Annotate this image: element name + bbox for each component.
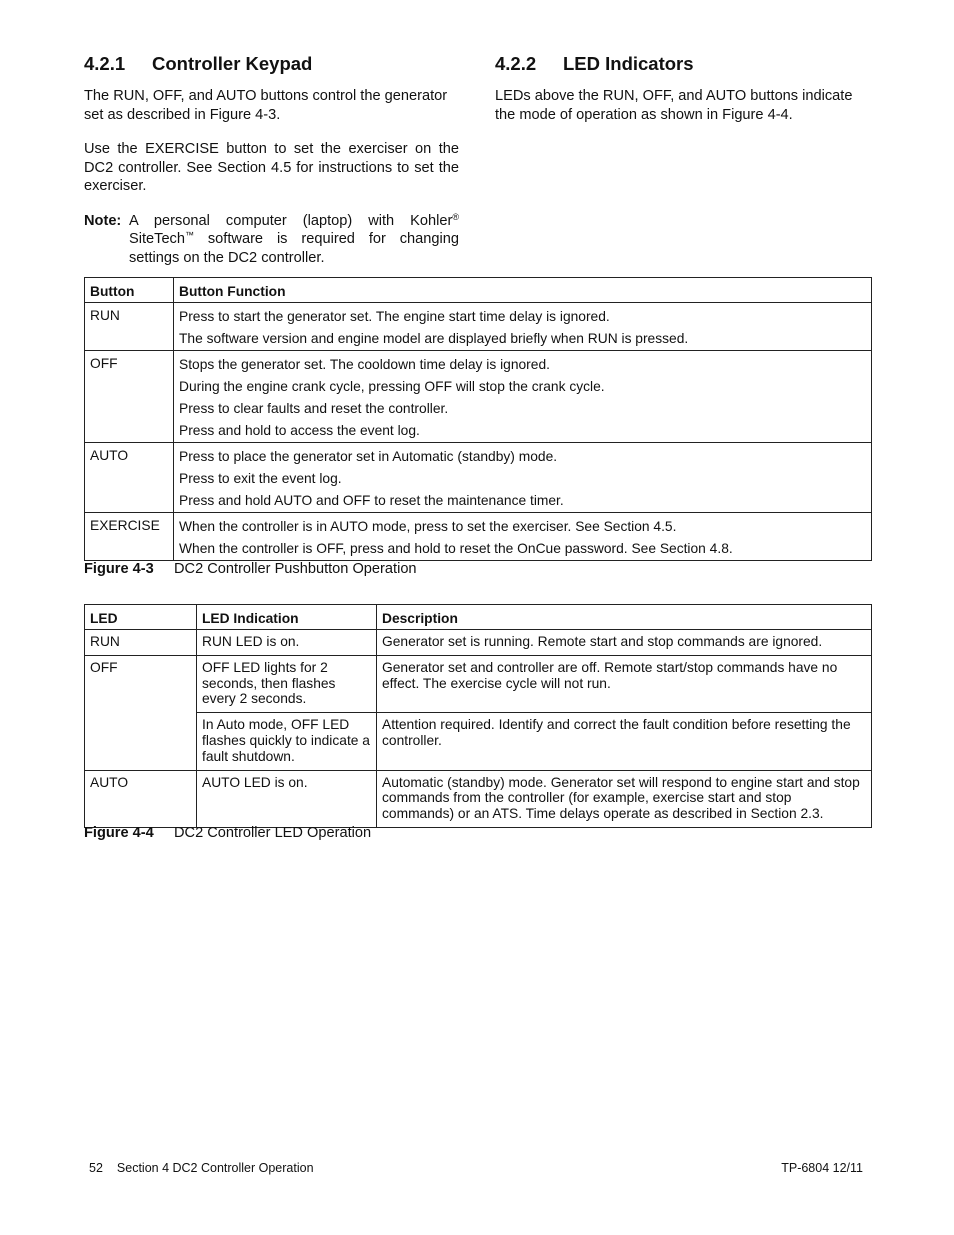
section-title: Controller Keypad: [152, 53, 313, 74]
button-function-cell: [174, 303, 872, 351]
footer-section: Section 4 DC2 Controller Operation: [116, 1161, 314, 1175]
section-number: 4.2.1: [84, 53, 126, 74]
table-row: [85, 630, 872, 656]
function-line: When the controller is in AUTO mode, press to set the exerciser. See Section 4.5.: [179, 519, 677, 534]
column-header: Button: [85, 278, 174, 303]
table-header-row: [85, 278, 872, 303]
footer-doc-id: TP-6804 12/11: [781, 1161, 863, 1175]
function-line: When the controller is OFF, press and hold to reset the OnCue password. See Section 4.8.: [179, 541, 733, 556]
led-table: [84, 604, 872, 828]
pushbutton-table: [84, 277, 872, 561]
function-line: The software version and engine model are displayed briefly when RUN is pressed.: [179, 331, 689, 346]
led-indication-cell: In Auto mode, OFF LED flashes quickly to indicate a fault shutdown.: [197, 713, 377, 770]
table-row: [85, 351, 872, 443]
led-table-body: [85, 630, 872, 828]
button-function-cell: [174, 513, 872, 561]
left-column: [84, 87, 459, 267]
led-paragraph-1: LEDs above the RUN, OFF, and AUTO buttons indicate the mode of operation as shown in Figure 4-4.: [495, 88, 853, 123]
section-heading-controller-keypad: [84, 52, 312, 76]
led-description-cell: Generator set and controller are off. Remote start/stop commands have no effect. The exercise cycle will not run.: [377, 655, 872, 712]
column-header: Description: [377, 605, 872, 630]
table-row: [85, 303, 872, 351]
section-heading-led-indicators: [495, 52, 694, 76]
column-header: LED Indication: [197, 605, 377, 630]
figure-title: DC2 Controller Pushbutton Operation: [174, 561, 417, 577]
function-line: Press to start the generator set. The engine start time delay is ignored.: [179, 309, 610, 324]
table-row: [85, 513, 872, 561]
footer-left: [89, 1161, 314, 1175]
keypad-paragraph-2: Use the EXERCISE button to set the exerciser on the DC2 controller. See Section 4.5 for instructions to set the exerciser.: [84, 141, 459, 194]
button-function-cell: [174, 443, 872, 513]
figure-caption-4-4: [84, 825, 371, 841]
led-indication-cell: OFF LED lights for 2 seconds, then flashes every 2 seconds.: [197, 655, 377, 712]
figure-label: Figure 4-4: [84, 825, 154, 841]
page-number: 52: [89, 1161, 103, 1175]
function-line: Press to exit the event log.: [179, 471, 342, 486]
button-function-cell: [174, 351, 872, 443]
table-row: [85, 713, 872, 770]
function-line: Press and hold AUTO and OFF to reset the maintenance timer.: [179, 493, 564, 508]
led-description-cell: Attention required. Identify and correct the fault condition before resetting the controller.: [377, 713, 872, 770]
note-block: [84, 212, 459, 268]
led-name-cell: RUN: [85, 630, 197, 656]
table-row: [85, 655, 872, 712]
button-name-cell: AUTO: [85, 443, 174, 513]
led-name-cell: AUTO: [85, 770, 197, 827]
button-name-cell: EXERCISE: [85, 513, 174, 561]
function-line: Press to place the generator set in Automatic (standby) mode.: [179, 449, 558, 464]
function-line: Stops the generator set. The cooldown time delay is ignored.: [179, 357, 550, 372]
note-text: A personal computer (laptop) with Kohler® SiteTech™ software is required for changing settings on the DC2 controller.: [129, 211, 459, 266]
button-name-cell: RUN: [85, 303, 174, 351]
table-row: [85, 770, 872, 827]
column-header: Button Function: [174, 278, 872, 303]
column-header: LED: [85, 605, 197, 630]
led-indication-cell: RUN LED is on.: [197, 630, 377, 656]
figure-title: DC2 Controller LED Operation: [174, 825, 372, 841]
led-indication-cell: AUTO LED is on.: [197, 770, 377, 827]
button-name-cell: OFF: [85, 351, 174, 443]
led-description-cell: Generator set is running. Remote start and stop commands are ignored.: [377, 630, 872, 656]
right-column: [495, 87, 870, 124]
led-description-cell: Automatic (standby) mode. Generator set will respond to engine start and stop commands from the controller (for example, exercise start and stop commands) or an ATS. Time delays operate as described in Section 2.3.: [377, 770, 872, 827]
table-row: [85, 443, 872, 513]
keypad-paragraph-1: The RUN, OFF, and AUTO buttons control the generator set as described in Figure 4-3.: [84, 88, 448, 123]
led-name-cell: OFF: [85, 655, 197, 770]
function-line: Press to clear faults and reset the controller.: [179, 401, 449, 416]
table-header-row: [85, 605, 872, 630]
section-number: 4.2.2: [495, 53, 537, 74]
figure-caption-4-3: [84, 561, 417, 577]
note-label: Note:: [84, 212, 122, 229]
section-title: LED Indicators: [563, 53, 694, 74]
pushbutton-table-body: [85, 303, 872, 561]
figure-label: Figure 4-3: [84, 561, 154, 577]
function-line: During the engine crank cycle, pressing OFF will stop the crank cycle.: [179, 379, 605, 394]
function-line: Press and hold to access the event log.: [179, 423, 420, 438]
